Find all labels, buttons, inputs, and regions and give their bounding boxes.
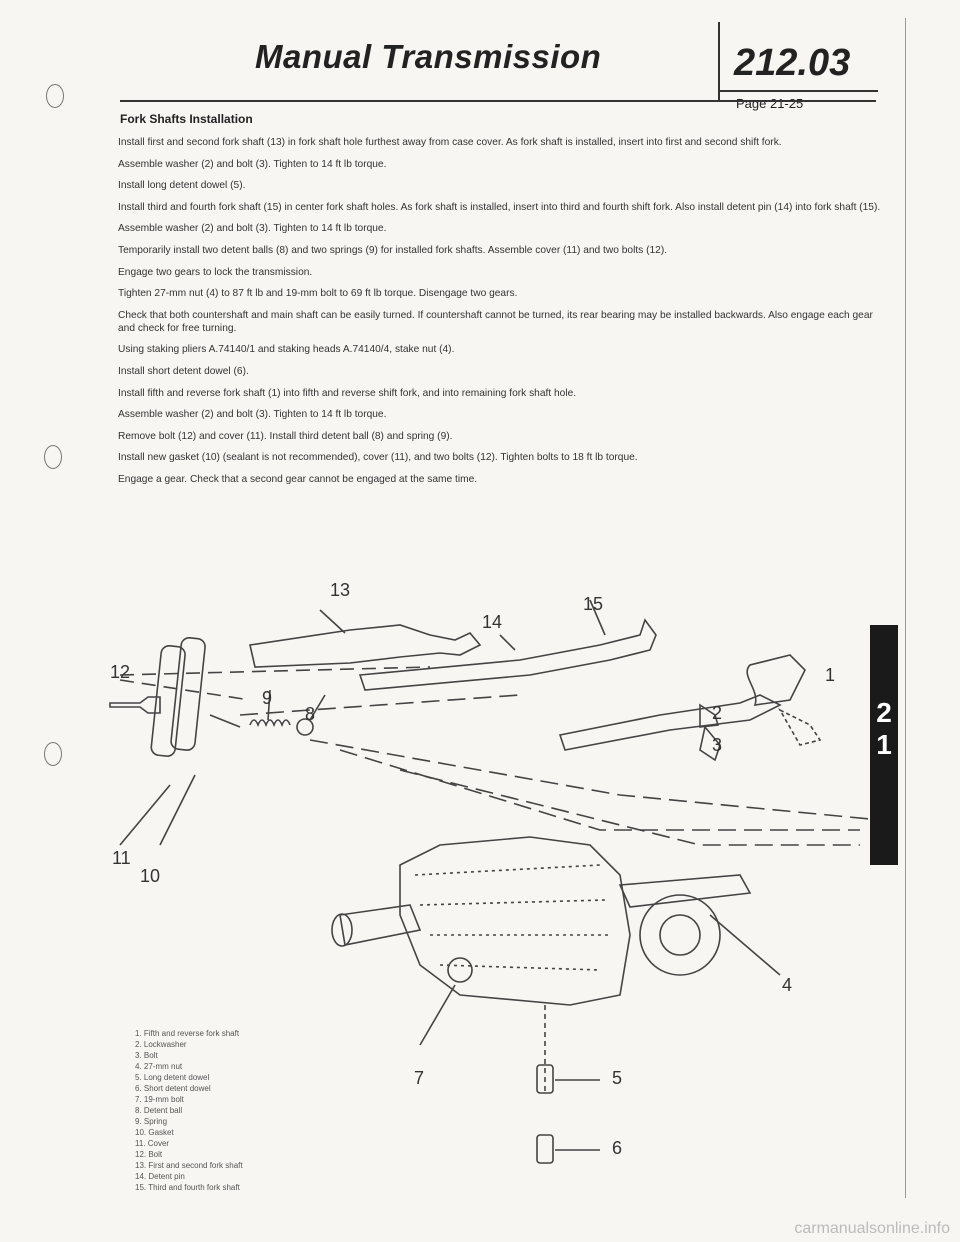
page-edge-rule bbox=[905, 18, 906, 1198]
legend-item: 8. Detent ball bbox=[135, 1106, 183, 1115]
paragraph: Using staking pliers A.74140/1 and staking heads A.74140/4, stake nut (4). bbox=[118, 344, 455, 356]
callout-6: 6 bbox=[612, 1138, 623, 1158]
legend-item: 11. Cover bbox=[135, 1139, 170, 1148]
legend-item: 2. Lockwasher bbox=[135, 1040, 187, 1049]
legend-item: 7. 19-mm bolt bbox=[135, 1095, 184, 1104]
fork-shaft-15 bbox=[360, 620, 656, 690]
legend-item: 10. Gasket bbox=[135, 1128, 174, 1137]
callout-8: 8 bbox=[305, 704, 316, 724]
tab-digit-top: 2 bbox=[876, 697, 892, 728]
callout-3: 3 bbox=[712, 735, 723, 755]
paragraph: Assemble washer (2) and bolt (3). Tighten to 14 ft lb torque. bbox=[118, 409, 387, 421]
callout-12: 12 bbox=[110, 662, 131, 682]
instruction-text bbox=[118, 136, 888, 495]
legend-item: 4. 27-mm nut bbox=[135, 1062, 183, 1071]
legend-item: 3. Bolt bbox=[135, 1051, 158, 1060]
paragraph: Install short detent dowel (6). bbox=[118, 365, 249, 377]
paragraph: Install fifth and reverse fork shaft (1) into fifth and reverse shift fork, and into remaining fork shaft hole. bbox=[118, 387, 577, 399]
paragraph: Install long detent dowel (5). bbox=[118, 180, 246, 192]
paragraph: Tighten 27-mm nut (4) to 87 ft lb and 19-mm bolt to 69 ft lb torque. Disengage two gears. bbox=[118, 288, 518, 300]
callout-1: 1 bbox=[825, 665, 836, 685]
paragraph: Install new gasket (10) (sealant is not recommended), cover (11), and two bolts (12). Tighten bolts to 18 ft lb torque. bbox=[118, 452, 638, 464]
watermark: carmanualsonline.info bbox=[794, 1220, 950, 1237]
transmission-housing bbox=[400, 837, 630, 1005]
paragraph: Remove bolt (12) and cover (11). Install third detent ball (8) and spring (9). bbox=[118, 430, 453, 442]
parts-legend bbox=[135, 1028, 243, 1193]
page-number: Page 21-25 bbox=[736, 96, 804, 111]
paragraph: Check that both countershaft and main shaft can be easily turned. If countershaft cannot be turned, its rear bearing may be installed backwards. Also engage each gear and check for free turning. bbox=[118, 309, 873, 334]
legend-item: 6. Short detent dowel bbox=[135, 1084, 211, 1093]
page-title: Manual Transmission bbox=[255, 38, 602, 75]
legend-item: 9. Spring bbox=[135, 1117, 168, 1126]
paragraph: Assemble washer (2) and bolt (3). Tighten to 14 ft lb torque. bbox=[118, 158, 387, 170]
legend-item: 15. Third and fourth fork shaft bbox=[135, 1183, 240, 1192]
paragraph: Install third and fourth fork shaft (15) in center fork shaft holes. As fork shaft is installed, insert into third and fourth shift fork. Also install detent pin (14) into fork shaft (15). bbox=[118, 201, 881, 213]
section-code-box bbox=[718, 22, 878, 111]
legend-item: 14. Detent pin bbox=[135, 1172, 185, 1181]
cover-11 bbox=[151, 645, 186, 757]
legend-item: 5. Long detent dowel bbox=[135, 1073, 210, 1082]
section-code: 212.03 bbox=[734, 42, 851, 84]
header-rule bbox=[120, 100, 876, 102]
binder-hole-middle bbox=[44, 445, 62, 469]
callout-4: 4 bbox=[782, 975, 793, 995]
paragraph: Engage a gear. Check that a second gear cannot be engaged at the same time. bbox=[118, 473, 478, 485]
callout-10: 10 bbox=[140, 866, 161, 886]
section-tab-marker bbox=[870, 625, 898, 865]
paragraph: Assemble washer (2) and bolt (3). Tighten to 14 ft lb torque. bbox=[118, 223, 387, 235]
callout-15: 15 bbox=[583, 594, 604, 614]
callout-13: 13 bbox=[330, 580, 351, 600]
callout-14: 14 bbox=[482, 612, 503, 632]
tab-spacer bbox=[870, 625, 898, 697]
fork-shaft-1 bbox=[560, 695, 780, 750]
paragraph: Install first and second fork shaft (13) in fork shaft hole furthest away from case cover. As fork shaft is installed, insert into first and second shift fork. bbox=[118, 137, 782, 148]
binder-hole-bottom bbox=[44, 742, 62, 766]
callout-7: 7 bbox=[414, 1068, 425, 1088]
callout-5: 5 bbox=[612, 1068, 623, 1088]
legend-item: 12. Bolt bbox=[135, 1150, 163, 1159]
section-title: Fork Shafts Installation bbox=[120, 112, 253, 126]
code-underline bbox=[720, 90, 878, 92]
callout-9: 9 bbox=[262, 688, 273, 708]
paragraph: Temporarily install two detent balls (8) and two springs (9) for installed fork shafts. Assemble cover (11) and two bolts (12). bbox=[118, 244, 668, 256]
paragraph: Engage two gears to lock the transmission. bbox=[118, 266, 313, 278]
fork-shaft-13 bbox=[250, 625, 480, 667]
legend-item: 13. First and second fork shaft bbox=[135, 1161, 243, 1170]
callout-2: 2 bbox=[712, 703, 723, 723]
callout-11: 11 bbox=[112, 848, 131, 868]
legend-item: 1. Fifth and reverse fork shaft bbox=[135, 1029, 240, 1038]
binder-hole-top bbox=[46, 84, 64, 108]
tab-digit-bottom: 1 bbox=[876, 729, 892, 760]
